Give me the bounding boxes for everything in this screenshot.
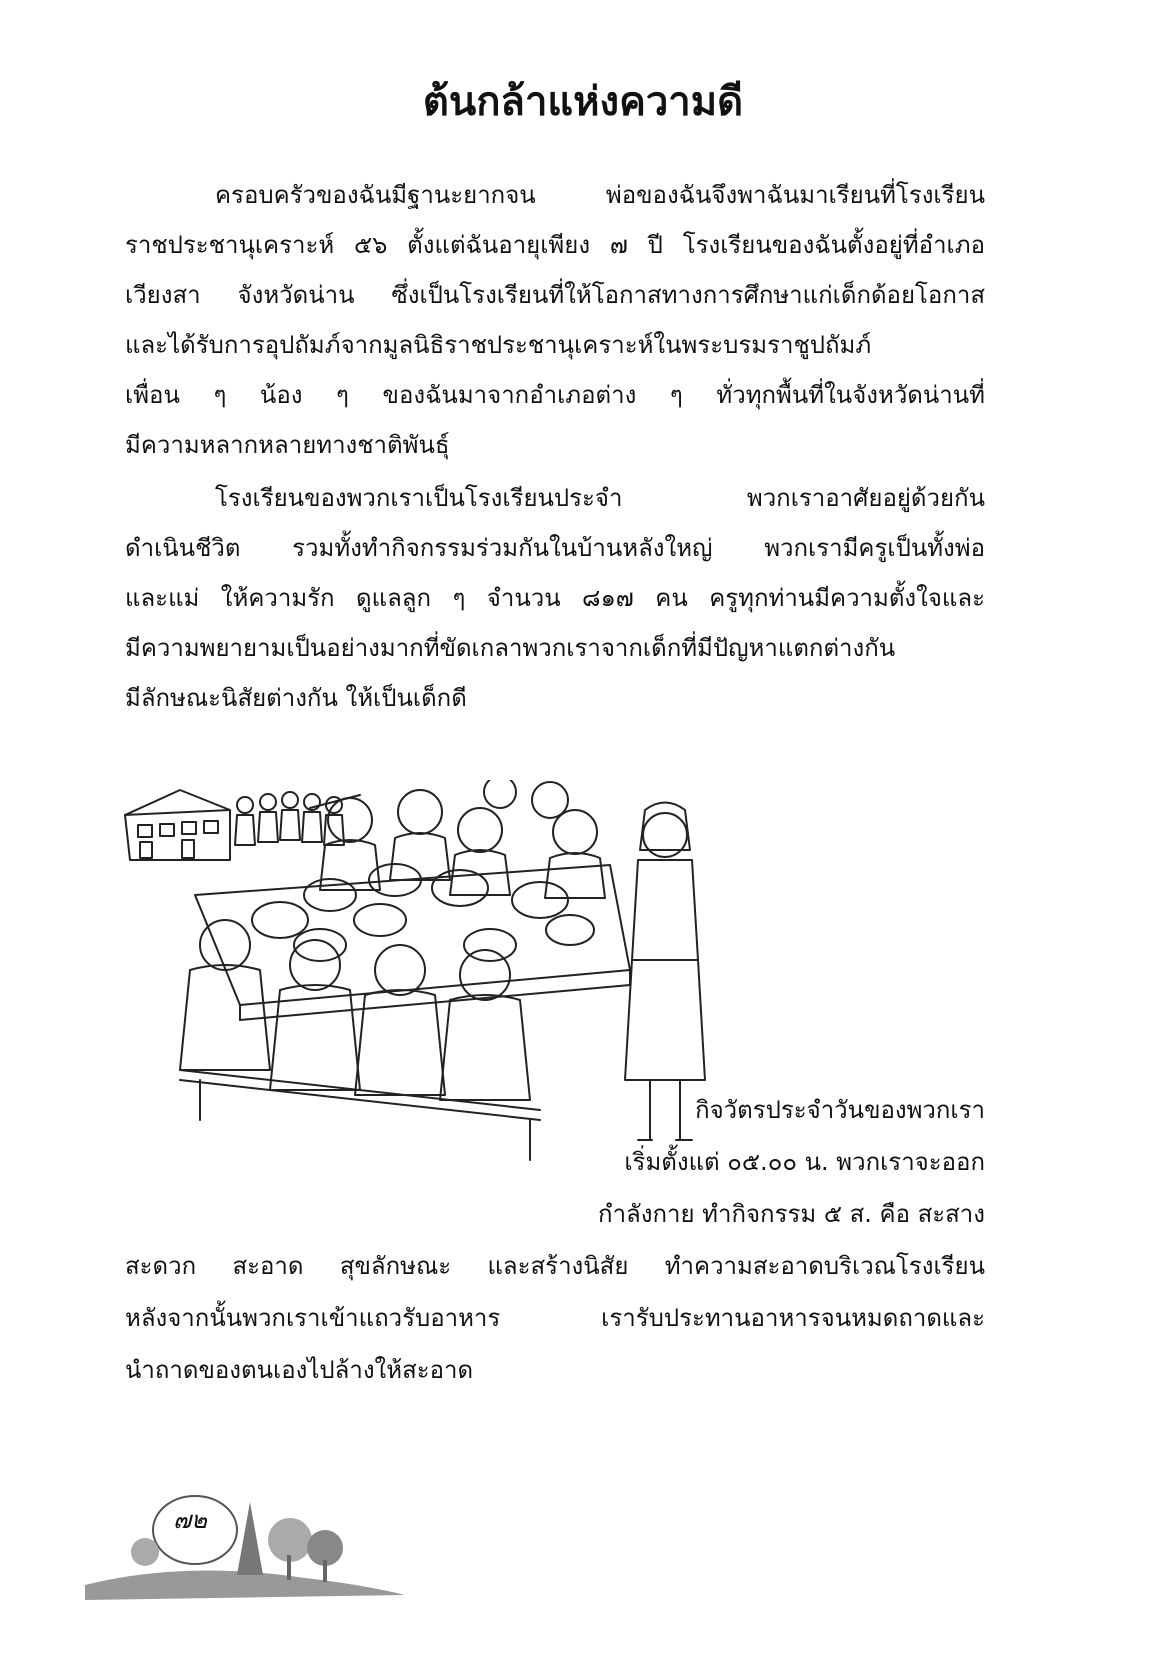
paragraph-line: มีความพยายามเป็นอย่างมากที่ขัดเกลาพวกเราจากเด็กที่มีปัญหาแตกต่างกัน bbox=[125, 634, 896, 662]
paragraph-line: เวียงสา จังหวัดน่าน ซึ่งเป็นโรงเรียนที่ให้โอกาสทางการศึกษาแก่เด็กด้อยโอกาส bbox=[125, 281, 985, 309]
paragraph-line: ดำเนินชีวิต รวมทั้งทำกิจกรรมร่วมกันในบ้านหลังใหญ่ พวกเรามีครูเป็นทั้งพ่อ bbox=[125, 534, 985, 562]
paragraph-line: ครอบครัวของฉันมีฐานะยากจน พ่อของฉันจึงพาฉันมาเรียนที่โรงเรียน bbox=[215, 181, 985, 209]
paragraph-line: กิจวัตรประจำวันของพวกเรา bbox=[695, 1096, 985, 1124]
paragraph-line: มีลักษณะนิสัยต่างกัน ให้เป็นเด็กดี bbox=[125, 684, 467, 712]
paragraph-line: กำลังกาย ทำกิจกรรม ๕ ส. คือ สะสาง bbox=[598, 1200, 985, 1228]
page-title: ต้นกล้าแห่งความดี bbox=[422, 79, 744, 125]
paragraph-line: สะดวก สะอาด สุขลักษณะ และสร้างนิสัย ทำความสะอาดบริเวณโรงเรียน bbox=[125, 1252, 985, 1280]
paragraph-line: โรงเรียนของพวกเราเป็นโรงเรียนประจำ พวกเราอาศัยอยู่ด้วยกัน bbox=[215, 484, 985, 512]
page-number-decoration bbox=[85, 1490, 405, 1600]
paragraph-line: และแม่ ให้ความรัก ดูแลลูก ๆ จำนวน ๘๑๗ คน ครูทุกท่านมีความตั้งใจและ bbox=[125, 584, 985, 612]
page-number: ๗๒ bbox=[173, 1506, 207, 1534]
paragraph-line: และได้รับการอุปถัมภ์จากมูลนิธิราชประชานุเคราะห์ในพระบรมราชูปถัมภ์ bbox=[125, 331, 872, 359]
paragraph-line: หลังจากนั้นพวกเราเข้าแถวรับอาหาร เรารับประทานอาหารจนหมดถาดและ bbox=[125, 1304, 985, 1332]
paragraph-line: นำถาดของตนเองไปล้างให้สะอาด bbox=[125, 1356, 474, 1384]
paragraph-line: เพื่อน ๆ น้อง ๆ ของฉันมาจากอำเภอต่าง ๆ ทั่วทุกพื้นที่ในจังหวัดน่านที่ bbox=[125, 381, 985, 409]
paragraph-line: มีความหลากหลายทางชาติพันธุ์ bbox=[125, 431, 450, 459]
paragraph-line: เริ่มตั้งแต่ ๐๕.๐๐ น. พวกเราจะออก bbox=[624, 1148, 985, 1176]
paragraph-line: ราชประชานุเคราะห์ ๕๖ ตั้งแต่ฉันอายุเพียง ๗ ปี โรงเรียนของฉันตั้งอยู่ที่อำเภอ bbox=[125, 231, 985, 259]
